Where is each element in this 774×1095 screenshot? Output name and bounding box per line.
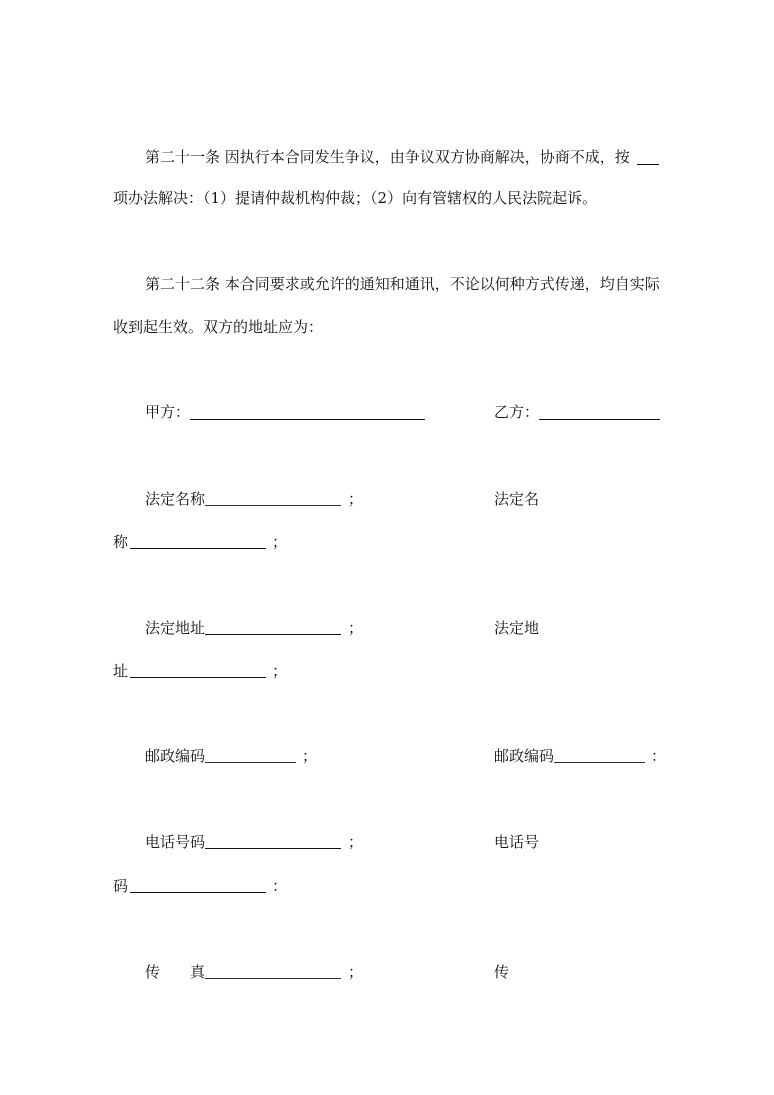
party-b-blank[interactable]	[539, 419, 660, 420]
legal-address-a-suffix: ；	[348, 619, 364, 637]
legal-address-b-suffix: ；	[272, 662, 288, 680]
legal-name-b-label-end: 称	[113, 533, 129, 551]
postal-code-b-suffix: ：	[651, 747, 667, 765]
phone-b-label-end: 码	[113, 877, 129, 895]
legal-address-b-label: 法定地	[494, 619, 540, 637]
postal-code-a-label: 邮政编码	[145, 747, 206, 765]
postal-code-a-blank[interactable]	[205, 762, 296, 763]
fax-a-suffix: ；	[348, 963, 364, 981]
phone-a-blank[interactable]	[205, 848, 341, 849]
legal-address-a-blank[interactable]	[205, 634, 341, 635]
postal-code-b-blank[interactable]	[554, 762, 645, 763]
postal-code-a-suffix: ；	[302, 747, 318, 765]
dispute-option-blank[interactable]	[637, 164, 659, 165]
legal-name-a-suffix: ；	[348, 490, 364, 508]
legal-address-b-blank[interactable]	[130, 677, 266, 678]
article22-line2: 收到起生效。双方的地址应为：	[113, 318, 324, 336]
party-b-label: 乙方：	[494, 403, 540, 421]
article22-line1: 第二十二条 本合同要求或允许的通知和通讯，不论以何种方式传递，均自实际	[145, 275, 660, 293]
fax-b-label: 传	[494, 963, 510, 981]
party-a-label: 甲方：	[145, 403, 191, 421]
postal-code-b-label: 邮政编码	[494, 747, 555, 765]
article21-line1: 第二十一条 因执行本合同发生争议，由争议双方协商解决，协商不成，按	[145, 148, 630, 166]
fax-a-label-1: 传	[145, 963, 161, 981]
phone-b-label: 电话号	[494, 833, 540, 851]
legal-name-b-label: 法定名	[494, 490, 540, 508]
legal-address-a-label: 法定地址	[145, 619, 206, 637]
article21-line2: 项办法解决：（1）提请仲裁机构仲裁；（2）向有管辖权的人民法院起诉。	[113, 189, 598, 207]
legal-name-b-suffix: ；	[272, 533, 288, 551]
phone-b-suffix: ：	[272, 877, 288, 895]
legal-name-a-label: 法定名称	[145, 490, 206, 508]
phone-a-suffix: ；	[348, 833, 364, 851]
legal-name-b-blank[interactable]	[130, 548, 266, 549]
party-a-blank[interactable]	[190, 419, 425, 420]
fax-a-blank[interactable]	[205, 978, 341, 979]
phone-b-blank[interactable]	[130, 892, 266, 893]
phone-a-label: 电话号码	[145, 833, 206, 851]
legal-name-a-blank[interactable]	[205, 505, 341, 506]
legal-address-b-label-end: 址	[113, 662, 129, 680]
fax-a-label-2: 真	[190, 963, 206, 981]
